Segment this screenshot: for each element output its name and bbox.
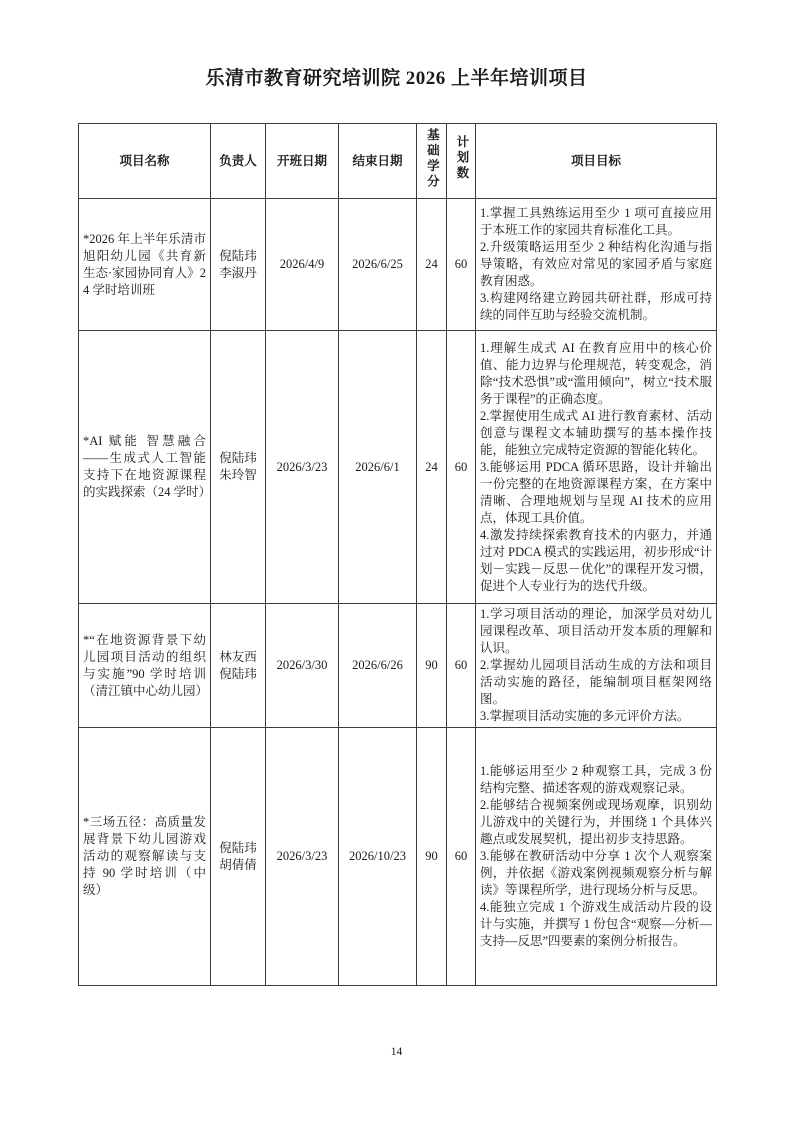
base-credits-vertical-label: 基础学分 <box>425 127 440 190</box>
goals-cell <box>476 199 717 331</box>
goal-line: 2.掌握使用生成式 AI 进行教育素材、活动创意与课程文本辅助撰写的基本操作技能，能独立完成特定资源的智能化转化。 <box>480 408 712 457</box>
leader-name: 李淑丹 <box>219 265 257 280</box>
goal-line: 1.学习项目活动的理论，加深学员对幼儿园课程改革、项目活动开发本质的理解和认识。 <box>480 607 712 655</box>
end-date-cell: 2026/6/26 <box>339 604 417 728</box>
project-name-cell: *“在地资源背景下幼儿园项目活动的组织与实施”90 学时培训（清江镇中心幼儿园） <box>79 604 211 728</box>
start-date-cell: 2026/3/23 <box>266 728 339 986</box>
start-date-cell: 2026/4/9 <box>266 199 339 331</box>
leader-cell <box>211 728 266 986</box>
leader-name: 倪陆玮 <box>219 840 257 855</box>
leader-cell <box>211 331 266 604</box>
page-number: 14 <box>390 1046 403 1058</box>
base-credits-cell: 24 <box>417 199 447 331</box>
base-credits-cell: 24 <box>417 331 447 604</box>
end-date-cell: 2026/6/1 <box>339 331 417 604</box>
goal-line: 1.能够运用至少 2 种观察工具，完成 3 份结构完整、描述客观的游戏观察记录。 <box>480 764 712 795</box>
end-date-cell: 2026/10/23 <box>339 728 417 986</box>
page-title: 乐清市教育研究培训院 2026 上半年培训项目 <box>205 68 588 89</box>
leader-cell <box>211 199 266 331</box>
project-name-cell: *三场五径：高质量发展背景下幼儿园游戏活动的观察解读与支持 90 学时培训（中级） <box>79 728 211 986</box>
planned-count-cell: 60 <box>447 199 476 331</box>
col-header-start-date: 开班日期 <box>266 124 339 199</box>
table-row <box>79 604 717 728</box>
col-header-planned-count <box>447 124 476 199</box>
leader-cell <box>211 604 266 728</box>
goal-line: 4.能独立完成 1 个游戏生成活动片段的设计与实施，并撰写 1 份包含“观察—分析—支持—反思”四要素的案例分析报告。 <box>480 900 712 948</box>
goal-line: 1.理解生成式 AI 在教育应用中的核心价值、能力边界与伦理规范，转变观念，消除“技术恐惧”或“滥用倾向”，树立“技术服务于课程”的正确态度。 <box>480 340 712 406</box>
goals-cell <box>476 728 717 986</box>
table-row <box>79 331 717 604</box>
goal-line: 1.掌握工具熟练运用至少 1 项可直接应用于本班工作的家园共育标准化工具。 <box>480 206 712 237</box>
goal-line: 2.升级策略运用至少 2 种结构化沟通与指导策略，有效应对常见的家园矛盾与家庭教育困惑。 <box>480 240 712 288</box>
col-header-base-credits <box>417 124 447 199</box>
planned-count-cell: 60 <box>447 728 476 986</box>
base-credits-cell: 90 <box>417 728 447 986</box>
col-header-project-name: 项目名称 <box>79 124 211 199</box>
goal-line: 3.能够运用 PDCA 循环思路，设计并输出一份完整的在地资源课程方案，在方案中清晰、合理地规划与呈现 AI 技术的应用点，体现工具价值。 <box>480 459 712 525</box>
leader-name: 林友西 <box>219 649 257 664</box>
goal-line: 2.掌握幼儿园项目活动生成的方法和项目活动实施的路径，能编制项目框架网络图。 <box>480 658 712 706</box>
header-row <box>79 124 717 199</box>
leader-name: 倪陆玮 <box>219 666 257 681</box>
goal-line: 3.能够在教研活动中分享 1 次个人观察案例，并依据《游戏案例视频观察分析与解读》等课程所学，进行现场分析与反思。 <box>480 849 712 897</box>
col-header-leader: 负责人 <box>211 124 266 199</box>
goal-line: 4.激发持续探索教育技术的内驱力，并通过对 PDCA 模式的实践运用，初步形成“计划－实践－反思－优化”的课程开发习惯，促进个人专业行为的迭代升级。 <box>480 527 712 593</box>
planned-count-vertical-label: 计划数 <box>454 135 469 182</box>
end-date-cell: 2026/6/25 <box>339 199 417 331</box>
goal-line: 3.构建网络建立跨园共研社群，形成可持续的同伴互助与经验交流机制。 <box>480 291 712 322</box>
goal-line: 3.掌握项目活动实施的多元评价方法。 <box>480 709 690 723</box>
col-header-end-date: 结束日期 <box>339 124 417 199</box>
table-row <box>79 728 717 986</box>
planned-count-cell: 60 <box>447 604 476 728</box>
start-date-cell: 2026/3/23 <box>266 331 339 604</box>
start-date-cell: 2026/3/30 <box>266 604 339 728</box>
goals-cell <box>476 604 717 728</box>
goals-cell <box>476 331 717 604</box>
leader-name: 朱玲智 <box>219 468 257 482</box>
project-name-cell: *AI 赋能 智慧融合——生成式人工智能支持下在地资源课程的实践探索（24 学时） <box>79 331 211 604</box>
leader-name: 倪陆玮 <box>219 451 257 465</box>
leader-name: 胡倩倩 <box>219 857 257 872</box>
project-name-cell: *2026 年上半年乐清市旭阳幼儿园《共育新生态·家园协同育人》24 学时培训班 <box>79 199 211 331</box>
goal-line: 2.能够结合视频案例或现场观摩，识别幼儿游戏中的关键行为，并围绕 1 个具体兴趣点或发展契机，提出初步支持思路。 <box>480 798 712 846</box>
base-credits-cell: 90 <box>417 604 447 728</box>
leader-name: 倪陆玮 <box>219 248 257 263</box>
table-row <box>79 199 717 331</box>
training-projects-table <box>78 123 717 986</box>
planned-count-cell: 60 <box>447 331 476 604</box>
col-header-goals: 项目目标 <box>476 124 717 199</box>
